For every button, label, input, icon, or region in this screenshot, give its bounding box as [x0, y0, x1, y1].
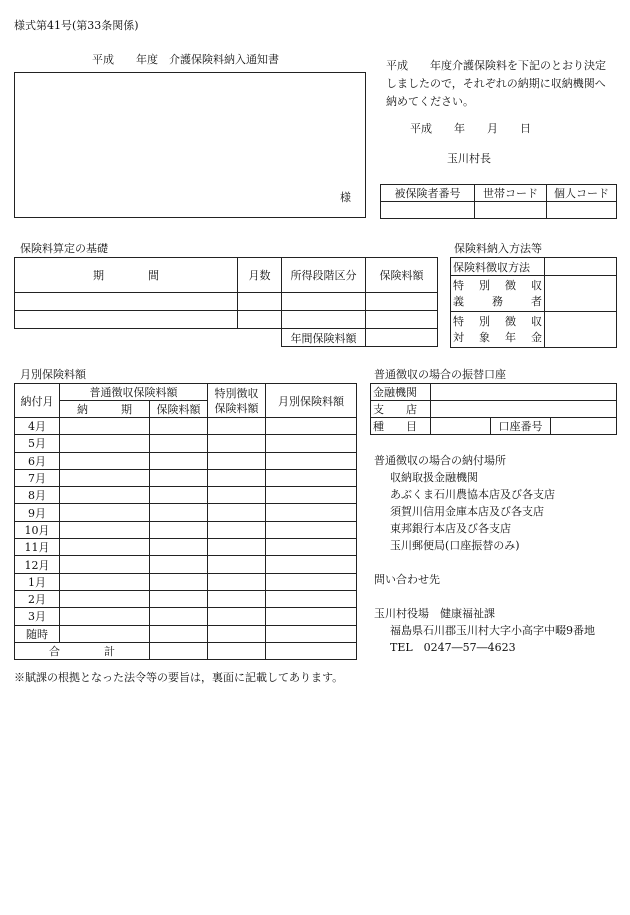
id-table — [380, 184, 617, 219]
month-cell — [150, 487, 208, 504]
id-header-insured: 被保険者番号 — [381, 185, 475, 202]
month-label: 4月 — [15, 418, 60, 435]
month-label: 9月 — [15, 504, 60, 521]
month-cell — [150, 608, 208, 625]
month-row — [15, 539, 357, 556]
address-suffix: 様 — [340, 191, 351, 204]
month-cell — [208, 573, 266, 590]
month-cell — [208, 435, 266, 452]
month-cell — [60, 418, 150, 435]
annual-premium-label: 年間保険料額 — [282, 329, 366, 347]
month-cell — [150, 573, 208, 590]
month-label: 12月 — [15, 556, 60, 573]
month-row — [15, 573, 357, 590]
month-cell — [60, 625, 150, 642]
col-normal: 普通徴収保険料額 — [60, 384, 208, 401]
col-monthly: 月別保険料額 — [266, 384, 357, 418]
issuer: 玉川村長 — [447, 152, 491, 165]
month-cell — [266, 625, 357, 642]
month-row — [15, 452, 357, 469]
month-cell — [60, 608, 150, 625]
month-cell — [208, 539, 266, 556]
month-cell — [208, 556, 266, 573]
month-cell — [60, 452, 150, 469]
basis-col-months: 月数 — [238, 258, 282, 293]
issue-date: 平成 年 月 日 — [410, 122, 531, 135]
month-cell — [60, 435, 150, 452]
pension-label: 対 象 年 金 — [453, 330, 542, 344]
month-cell — [266, 573, 357, 590]
basis-col-period: 期 間 — [15, 258, 238, 293]
contact-office: 玉川村役場 健康福祉課 — [374, 607, 495, 620]
month-row — [15, 504, 357, 521]
contact-block — [374, 605, 595, 656]
page-title: 平成 年度 介護保険料納入通知書 — [92, 53, 279, 66]
col-special-1: 特別徴収 — [214, 386, 259, 400]
month-cell — [150, 521, 208, 538]
basis-table — [14, 257, 438, 347]
month-label: 3月 — [15, 608, 60, 625]
month-cell — [60, 539, 150, 556]
month-cell — [60, 469, 150, 486]
payment-place-3: 東邦銀行本店及び各支店 — [390, 522, 511, 535]
month-cell — [60, 521, 150, 538]
col-amount: 保険料額 — [150, 401, 208, 418]
month-cell — [266, 539, 357, 556]
address-box — [14, 72, 366, 218]
month-cell — [266, 435, 357, 452]
month-label: 5月 — [15, 435, 60, 452]
month-label: 2月 — [15, 590, 60, 607]
month-row — [15, 435, 357, 452]
month-label: 1月 — [15, 573, 60, 590]
month-label: 8月 — [15, 487, 60, 504]
month-cell — [150, 452, 208, 469]
month-cell — [150, 469, 208, 486]
payment-method-table — [450, 257, 617, 348]
bank-table — [370, 383, 617, 435]
payment-places-heading: 普通徴収の場合の納付場所 — [374, 454, 506, 467]
month-cell — [208, 469, 266, 486]
monthly-heading: 月別保険料額 — [20, 368, 86, 381]
month-cell — [266, 556, 357, 573]
notice-text: 平成 年度介護保険料を下記のとおり決定しましたので，それぞれの納期に収納機関へ納めてください。 — [386, 59, 606, 108]
form-number: 様式第41号(第33条関係) — [14, 19, 139, 32]
month-cell — [266, 487, 357, 504]
month-cell — [60, 590, 150, 607]
month-row — [15, 590, 357, 607]
month-cell — [266, 521, 357, 538]
month-cell — [208, 418, 266, 435]
month-cell — [266, 504, 357, 521]
month-label: 6月 — [15, 452, 60, 469]
month-cell — [60, 504, 150, 521]
annual-premium-value — [366, 329, 438, 347]
month-label: 10月 — [15, 521, 60, 538]
bank-account-no-label: 口座番号 — [491, 418, 551, 435]
col-period: 納 期 — [60, 401, 150, 418]
month-cell — [208, 487, 266, 504]
month-label: 7月 — [15, 469, 60, 486]
contact-address: 福島県石川郡玉川村大字小高字中畷9番地 — [390, 624, 595, 637]
month-cell — [150, 504, 208, 521]
month-cell — [150, 590, 208, 607]
basis-col-bracket: 所得段階区分 — [282, 258, 366, 293]
month-cell — [266, 469, 357, 486]
basis-col-premium: 保険料額 — [366, 258, 438, 293]
month-label: 11月 — [15, 539, 60, 556]
special-collection-label-2: 特 別 徴 収 — [453, 314, 542, 328]
month-cell — [266, 590, 357, 607]
total-label: 合 計 — [15, 642, 150, 659]
id-header-household: 世帯コード — [475, 185, 547, 202]
payment-place-2: 須賀川信用金庫本店及び各支店 — [390, 505, 544, 518]
obligor-label: 義 務 者 — [453, 294, 542, 308]
contact-tel: TEL 0247―57―4623 — [390, 641, 516, 654]
id-header-individual: 個人コード — [547, 185, 617, 202]
bank-institution-label: 金融機関 — [371, 384, 431, 401]
month-cell — [150, 435, 208, 452]
payment-method-heading: 保険料納入方法等 — [454, 242, 542, 255]
basis-heading: 保険料算定の基礎 — [20, 242, 108, 255]
month-row — [15, 625, 357, 642]
month-cell — [150, 539, 208, 556]
month-cell — [60, 573, 150, 590]
month-row — [15, 469, 357, 486]
month-cell — [266, 418, 357, 435]
payment-places — [374, 452, 555, 554]
month-cell — [266, 452, 357, 469]
payment-place-0: 収納取扱金融機関 — [390, 471, 478, 484]
month-cell — [266, 608, 357, 625]
month-row — [15, 418, 357, 435]
monthly-table — [14, 383, 357, 660]
month-cell — [208, 504, 266, 521]
month-cell — [150, 556, 208, 573]
bank-branch-label: 支 店 — [371, 401, 431, 418]
contact-heading: 問い合わせ先 — [374, 573, 440, 586]
special-collection-label: 特 別 徴 収 — [453, 278, 542, 292]
month-cell — [150, 625, 208, 642]
month-row — [15, 556, 357, 573]
payment-place-1: あぶくま石川農協本店及び各支店 — [390, 488, 555, 501]
col-special-2: 保険料額 — [214, 401, 259, 415]
month-cell — [150, 418, 208, 435]
bank-type-label: 種 目 — [371, 418, 431, 435]
month-cell — [60, 487, 150, 504]
month-cell — [208, 608, 266, 625]
month-cell — [208, 452, 266, 469]
col-month: 納付月 — [15, 384, 60, 418]
month-row — [15, 487, 357, 504]
month-cell — [208, 521, 266, 538]
month-row — [15, 521, 357, 538]
footnote: ※賦課の根拠となった法令等の要旨は，裏面に記載してあります。 — [14, 671, 344, 684]
month-cell — [208, 625, 266, 642]
month-row — [15, 608, 357, 625]
payment-method-header: 保険料徴収方法 — [451, 258, 545, 276]
month-cell — [208, 590, 266, 607]
payment-place-4: 玉川郵便局(口座振替のみ) — [390, 539, 520, 552]
month-cell — [60, 556, 150, 573]
month-label: 随時 — [15, 625, 60, 642]
bank-heading: 普通徴収の場合の振替口座 — [374, 368, 506, 381]
